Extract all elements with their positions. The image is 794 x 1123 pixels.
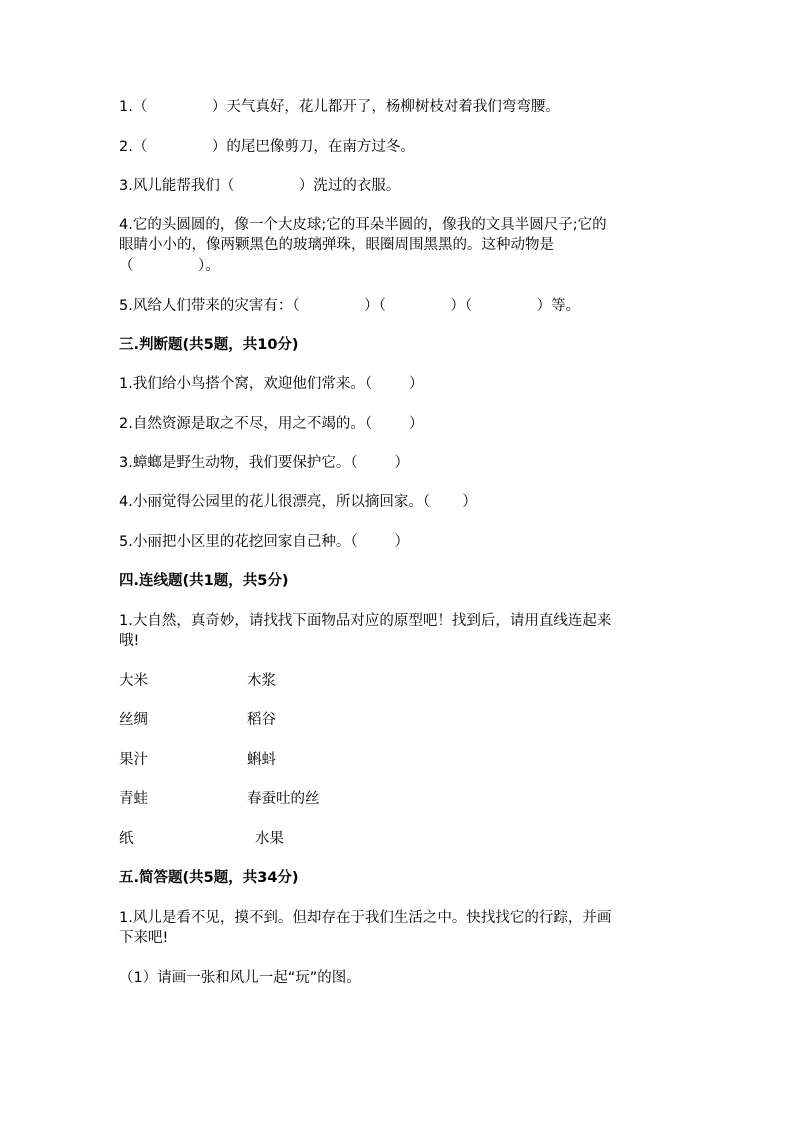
match-q1-line1: 1.大自然，真奇妙，请找找下面物品对应的原型吧！找到后，请用直线连起来	[119, 613, 612, 629]
match-right-item: 蝌蚪	[247, 752, 276, 768]
judge-q1: 1.我们给小鸟搭个窝，欢迎他们常来。（ ）	[119, 376, 424, 392]
match-q1-line2: 哦!	[119, 633, 140, 649]
match-right-item: 木浆	[247, 673, 276, 689]
fill-in-q4-line2: 眼睛小小的，像两颗黑色的玻璃弹珠，眼圈周围黑黑的。这种动物是	[119, 237, 554, 253]
fill-in-q4-line3: （ ）。	[119, 258, 220, 274]
short-answer-q1-sub1: （1）请画一张和风儿一起“玩”的图。	[119, 970, 361, 986]
section3-heading: 三.判断题(共5题，共10分)	[119, 337, 299, 353]
fill-in-q3: 3.风儿能帮我们（ ）洗过的衣服。	[119, 178, 401, 194]
short-answer-q1-line1: 1.风儿是看不见，摸不到。但却存在于我们生活之中。快找找它的行踪，并画	[119, 910, 612, 926]
section4-heading: 四.连线题(共1题，共5分)	[119, 573, 289, 589]
match-left-item: 青蛙	[119, 791, 148, 807]
fill-in-q5: 5.风给人们带来的灾害有：（ ）（ ）（ ）等。	[119, 298, 581, 314]
match-right-item: 稻谷	[247, 712, 276, 728]
fill-in-q2: 2.（ ）的尾巴像剪刀，在南方过冬。	[119, 139, 415, 155]
section5-heading: 五.简答题(共5题，共34分)	[119, 870, 299, 886]
match-left-item: 丝绸	[119, 712, 148, 728]
fill-in-q1: 1.（ ）天气真好，花儿都开了，杨柳树枝对着我们弯弯腰。	[119, 99, 560, 115]
match-right-item: 春蚕吐的丝	[247, 791, 320, 807]
match-left-item: 纸	[119, 831, 134, 847]
judge-q3: 3.蟑螂是野生动物，我们要保护它。（ ）	[119, 455, 409, 471]
judge-q2: 2.自然资源是取之不尽，用之不竭的。（ ）	[119, 416, 424, 432]
judge-q4: 4.小丽觉得公园里的花儿很漂亮，所以摘回家。（ ）	[119, 494, 477, 510]
match-left-item: 大米	[119, 673, 148, 689]
match-left-item: 果汁	[119, 752, 148, 768]
judge-q5: 5.小丽把小区里的花挖回家自己种。（ ）	[119, 534, 409, 550]
short-answer-q1-line2: 下来吧!	[119, 930, 169, 946]
fill-in-q4-line1: 4.它的头圆圆的，像一个大皮球;它的耳朵半圆的，像我的文具半圆尺子;它的	[119, 217, 607, 233]
match-right-item: 水果	[255, 831, 284, 847]
